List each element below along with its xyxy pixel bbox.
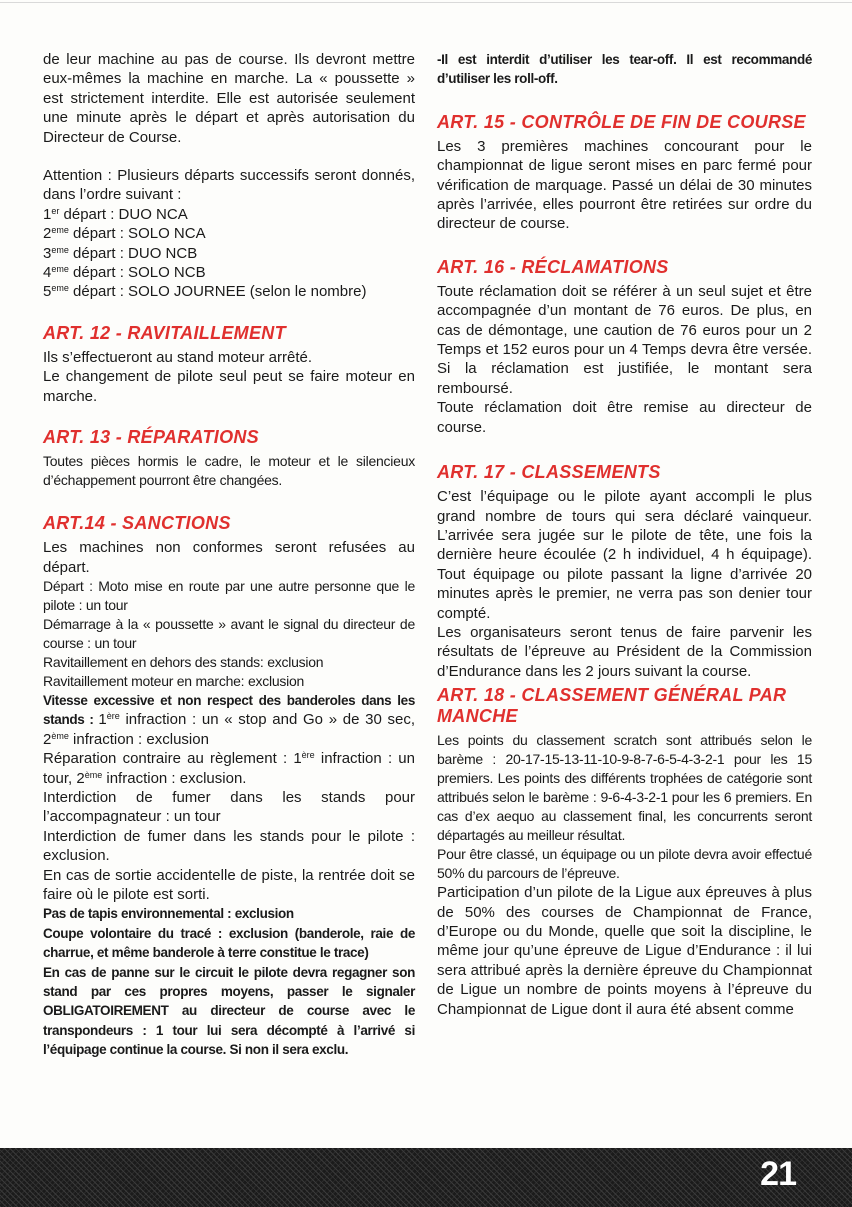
- art16-heading: ART. 16 - RÉCLAMATIONS: [437, 256, 669, 277]
- art14-bold-paragraph: Pas de tapis environnemental : exclusion: [43, 906, 294, 922]
- start-item: 5eme départ : SOLO JOURNEE (selon le nombre): [43, 283, 367, 301]
- start-item: 1er départ : DUO NCA: [43, 205, 188, 223]
- art15-paragraph: Les 3 premières machines concourant pour le championnat de ligue seront mises en parc fermé pour vérification de marquage. Passé un délai de 30 minutes après l’arrivée, elles pourront être retirées sur ordre du directeur de course.: [437, 137, 812, 233]
- art14-paragraph: Interdiction de fumer dans les stands pour l’accompagnateur : un tour: [43, 788, 415, 826]
- art15-heading: ART. 15 - CONTRÔLE DE FIN DE COURSE: [437, 111, 806, 132]
- art13-paragraph: Toutes pièces hormis le cadre, le moteur et le silencieux d’échappement pourront être changées.: [43, 453, 415, 489]
- start-item: 3eme départ : DUO NCB: [43, 244, 198, 262]
- footer-band: [0, 1148, 852, 1207]
- start-item: 4eme départ : SOLO NCB: [43, 264, 206, 282]
- left-column: [43, 50, 415, 1060]
- art16-paragraph: Toute réclamation doit se référer à un seul sujet et être accompagnée d’un montant de 76 euros. De plus, en cas de démontage, une caution de 76 euros pour un 2 Temps et 152 euros pour un 4 Temps devra être versée. Si la réclamation est justifiée, le montant sera remboursé.: [437, 282, 812, 397]
- art18-paragraph: Participation d’un pilote de la Ligue aux épreuves à plus de 50% des courses de Championnat de France, d’Europe ou du Monde, quelle que soit la discipline, le même jour qu’une épreuve de Ligue d’Endurance : il lui sera attribué après la dernière épreuve du Championnat de Ligue un nombre de points moyens à l’épreuve du Championnat de Ligue dont il aura été absent comme: [437, 884, 812, 1018]
- top-rule: [0, 2, 852, 3]
- art14-paragraph: Ravitaillement moteur en marche: exclusion: [43, 672, 305, 689]
- page-number: 21: [760, 1155, 796, 1193]
- art12-paragraph: Ils s’effectueront au stand moteur arrêté.: [43, 348, 313, 366]
- art13-heading: ART. 13 - RÉPARATIONS: [43, 427, 259, 448]
- art14-paragraph: Interdiction de fumer dans les stands pour le pilote : exclusion.: [43, 827, 415, 865]
- art14-paragraph: Réparation contraire au règlement : 1ère infraction : un tour, 2ème infraction : exclusion.: [43, 750, 415, 787]
- art14-bold-paragraph: En cas de panne sur le circuit le pilote devra regagner son stand par ces propres moyens, passer le signaler OBLIGATOIREMENT au directeur de course avec le transpondeurs : 1 tour lui sera décompté à l’arrivé si l’équipage continue la course. Si non il sera exclu.: [43, 964, 415, 1058]
- right-column: [437, 50, 812, 1019]
- art14-paragraph: En cas de sortie accidentelle de piste, la rentrée doit se faire où le pilote est sorti.: [43, 866, 415, 903]
- art18-paragraph: Les points du classement scratch sont attribués selon le barème : 20-17-15-13-11-10-9-8-7-6-5-4-3-2-1 pour les 15 premiers. Les points des différents trophées de catégorie sont attribués selon le barème : 9-6-4-3-2-1 pour les 6 premiers. En cas d’ex aequo au classement final, les concurrents seront départagés au meilleur résultat.: [437, 732, 812, 844]
- art14-paragraph: Ravitaillement en dehors des stands: exclusion: [43, 653, 324, 670]
- art14-paragraph: Démarrage à la « poussette » avant le signal du directeur de course : un tour: [43, 615, 415, 651]
- tearoff-paragraph: -Il est interdit d’utiliser les tear-off. Il est recommandé d’utiliser les roll-off.: [437, 52, 812, 87]
- art14-paragraph: Les machines non conformes seront refusées au départ.: [43, 539, 415, 576]
- art18-heading: ART. 18 - CLASSEMENT GÉNÉRAL PAR MANCHE: [437, 685, 787, 727]
- art17-paragraph: Les organisateurs seront tenus de faire parvenir les résultats de l’épreuve au Président de la Commission d’Endurance dans les 2 jours suivant la course.: [437, 623, 812, 680]
- art14-paragraph: Vitesse excessive et non respect des banderoles dans les stands : 1ère infraction : un « stop and Go » de 30 sec, 2ème infraction : exclusion: [43, 692, 415, 748]
- art12-paragraph: Le changement de pilote seul peut se faire moteur en marche.: [43, 368, 415, 405]
- art14-paragraph: Départ : Moto mise en route par une autre personne que le pilote : un tour: [43, 577, 415, 613]
- art17-heading: ART. 17 - CLASSEMENTS: [437, 462, 661, 483]
- art16-paragraph: Toute réclamation doit être remise au directeur de course.: [437, 399, 812, 436]
- start-item: 2eme départ : SOLO NCA: [43, 225, 206, 243]
- start-list: [43, 205, 415, 302]
- art14-bold-paragraph: Coupe volontaire du tracé : exclusion (banderole, raie de charrue, et même banderole à terre constitue le trace): [43, 925, 415, 961]
- art17-paragraph: C’est l’équipage ou le pilote ayant accompli le plus grand nombre de tours qui sera déclaré vainqueur. L’arrivée sera jugée sur le pilote de tête, une fois la dernière heure écoulée (2 h individuel, 4 h équipage). Tout équipage ou pilote passant la ligne d’arrivée 20 minutes après le premier, ne verra pas son denier tour compté.: [437, 488, 812, 622]
- intro-paragraph: de leur machine au pas de course. Ils devront mettre eux-mêmes la machine en marche. La « poussette » est strictement interdite. Elle est autorisée seulement une minute après le départ et après autorisation du Directeur de Course.: [43, 51, 415, 146]
- art12-heading: ART. 12 - RAVITAILLEMENT: [43, 322, 286, 343]
- art14-heading: ART.14 - SANCTIONS: [43, 513, 231, 534]
- art18-paragraph: Pour être classé, un équipage ou un pilote devra avoir effectué 50% du parcours de l’épreuve.: [437, 846, 812, 882]
- attention-paragraph: Attention : Plusieurs départs successifs seront donnés, dans l’ordre suivant :: [43, 167, 415, 204]
